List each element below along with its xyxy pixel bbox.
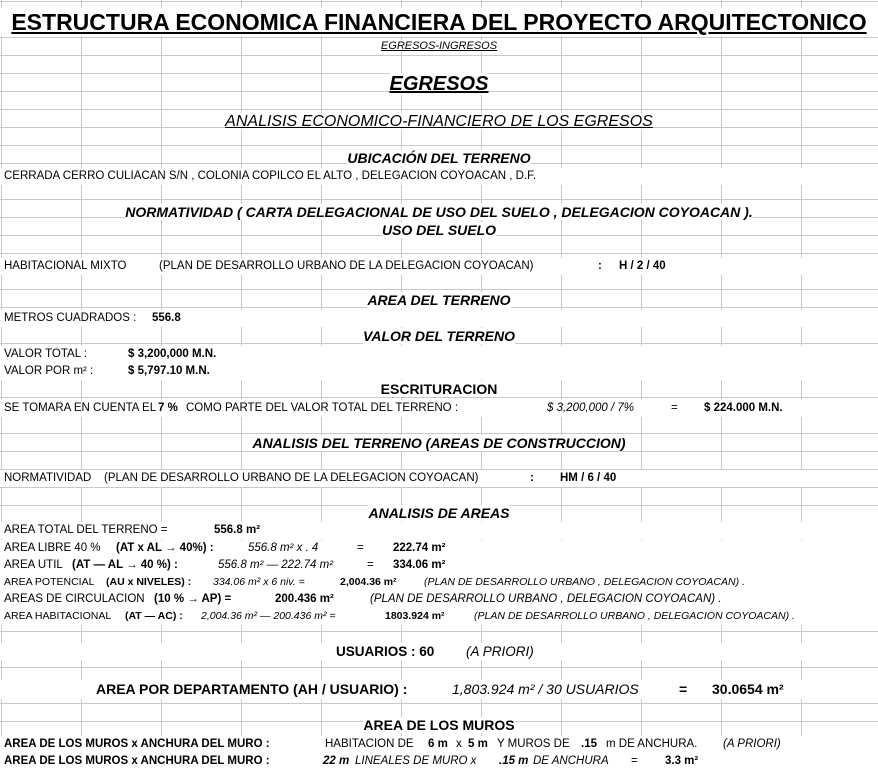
area-libre-label: AREA LIBRE 40 % <box>4 542 101 554</box>
area-libre-row <box>0 540 878 557</box>
analysis-title-row <box>0 112 878 131</box>
normatividad-heading: NORMATIVIDAD ( CARTA DELEGACIONAL DE USO DEL SUELO , DELEGACION COYOACAN ). <box>125 204 753 220</box>
area-total-row <box>0 522 878 539</box>
area-potencial-row <box>0 574 878 591</box>
muros-heading-row <box>0 717 878 734</box>
area-terreno-heading: AREA DEL TERRENO <box>367 292 511 308</box>
area-util-row <box>0 557 878 574</box>
usuarios-label: USUARIOS : 60 <box>336 644 435 659</box>
ubicacion-heading: UBICACIÓN DEL TERRENO <box>347 150 531 166</box>
section-title: EGRESOS <box>389 73 489 95</box>
analisis-norm-post: : <box>530 472 534 484</box>
area-util-value: 334.06 m² <box>393 559 446 571</box>
muros-row2-d: DE ANCHURA <box>533 755 609 767</box>
ubicacion-heading-row <box>0 150 878 167</box>
valor-heading: VALOR DEL TERRENO <box>363 328 515 344</box>
area-depto-label: AREA POR DEPARTAMENTO (AH / USUARIO) : <box>96 681 408 697</box>
area-circulacion-note: (PLAN DE DESARROLLO URBANO , DELEGACION COYOACAN) . <box>370 593 722 605</box>
subtitle-row <box>0 38 878 52</box>
escrituracion-result: $ 224.000 M.N. <box>704 402 783 414</box>
area-util-calc: 556.8 m² — 222.74 m² <box>218 559 334 571</box>
valor-m2-value: $ 5,797.10 M.N. <box>128 365 210 377</box>
area-potencial-note: (PLAN DE DESARROLLO URBANO , DELEGACION COYOACAN) . <box>424 576 745 588</box>
analisis-norm-pre: NORMATIVIDAD <box>4 472 92 484</box>
analisis-norm-mid: (PLAN DE DESARROLLO URBANO DE LA DELEGACION COYOACAN) <box>104 472 479 484</box>
valor-total-value: $ 3,200,000 M.N. <box>128 348 217 360</box>
muros-row1-b: 6 m <box>428 738 448 750</box>
area-libre-eq: = <box>357 542 364 554</box>
escrituracion-row <box>0 400 878 417</box>
valor-heading-row <box>0 328 878 345</box>
area-libre-formula: (AT x AL → 40%) : <box>116 542 214 554</box>
area-circulacion-formula: (10 % → AP) = <box>154 593 232 605</box>
muros-row1-d: 5 m <box>468 738 488 750</box>
analysis-title: ANALISIS ECONOMICO-FINANCIERO DE LOS EGRESOS <box>225 113 653 130</box>
muros-row2-value: 3.3 m² <box>665 755 699 767</box>
muros-row1-a: HABITACION DE <box>325 738 414 750</box>
area-circulacion-row <box>0 591 878 608</box>
area-potencial-value: 2,004.36 m² <box>340 576 397 588</box>
escrituracion-pct: 7 % <box>158 402 178 414</box>
analisis-terreno-heading: ANALISIS DEL TERRENO (AREAS DE CONSTRUCCION) <box>252 435 626 451</box>
muros-row1-f: .15 <box>581 738 597 750</box>
area-habitacional-calc: 2,004.36 m² — 200.436 m² = <box>201 610 336 622</box>
normatividad-heading-row <box>0 204 878 221</box>
main-title-row <box>0 8 878 36</box>
ubicacion-text: CERRADA CERRO CULIACAN S/N , COLONIA COPILCO EL ALTO , DELEGACION COYOACAN , D.F. <box>0 168 878 185</box>
valor-m2-row <box>0 363 878 380</box>
area-total-value: 556.8 m² <box>214 524 261 536</box>
muros-row-2 <box>0 753 878 770</box>
muros-row1-g: m DE ANCHURA. <box>606 738 698 750</box>
muros-row2-b: LINEALES DE MURO x <box>355 755 477 767</box>
valor-total-label: VALOR TOTAL : <box>4 348 88 360</box>
section-title-row <box>0 73 878 95</box>
uso-label: HABITACIONAL MIXTO <box>4 260 127 272</box>
area-depto-eq: = <box>679 681 688 697</box>
muros-row-1 <box>0 736 878 753</box>
area-potencial-label: AREA POTENCIAL <box>4 576 95 588</box>
uso-code: H / 2 / 40 <box>619 260 666 272</box>
analisis-norm-code: HM / 6 / 40 <box>560 472 617 484</box>
uso-plan: (PLAN DE DESARROLLO URBANO DE LA DELEGACION COYOACAN) <box>159 260 534 272</box>
uso-heading-row <box>0 222 878 239</box>
muros-heading: AREA DE LOS MUROS <box>363 717 515 733</box>
analisis-terreno-heading-row <box>0 435 878 452</box>
area-util-label: AREA UTIL <box>4 559 63 571</box>
area-potencial-formula: (AU x NIVELES) : <box>106 576 192 588</box>
area-libre-calc: 556.8 m² x . 4 <box>248 542 319 554</box>
area-terreno-label: METROS CUADRADOS : <box>4 312 137 324</box>
area-depto-value: 30.0654 m² <box>712 681 784 697</box>
escrituracion-eq: = <box>671 402 678 414</box>
area-libre-value: 222.74 m² <box>393 542 446 554</box>
muros-row1-e: Y MUROS DE <box>497 738 570 750</box>
area-potencial-calc: 334.06 m² x 6 niv. = <box>213 576 305 588</box>
valor-total-row <box>0 346 878 363</box>
area-total-label: AREA TOTAL DEL TERRENO = <box>4 524 168 536</box>
usuarios-row <box>0 643 878 660</box>
muros-row1-note: (A PRIORI) <box>723 738 781 750</box>
area-habitacional-note: (PLAN DE DESARROLLO URBANO , DELEGACION COYOACAN) . <box>474 610 795 622</box>
area-habitacional-row <box>0 608 878 625</box>
muros-row1-label: AREA DE LOS MUROS x ANCHURA DEL MURO : <box>4 738 270 750</box>
escrituracion-formula: $ 3,200,000 / 7% <box>547 402 634 414</box>
area-terreno-value: 556.8 <box>152 312 181 324</box>
muros-row2-c: .15 m <box>499 755 529 767</box>
uso-heading: USO DEL SUELO <box>381 222 497 238</box>
analisis-areas-heading-row <box>0 505 878 522</box>
analisis-areas-heading: ANALISIS DE AREAS <box>368 505 510 521</box>
escrituracion-pre: SE TOMARA EN CUENTA EL <box>4 402 157 414</box>
escrituracion-heading: ESCRITURACION <box>380 381 498 397</box>
area-util-formula: (AT — AL → 40 %) : <box>72 559 178 571</box>
subtitle: EGRESOS-INGRESOS <box>380 40 498 52</box>
area-depto-calc: 1,803.924 m² / 30 USUARIOS <box>452 681 639 697</box>
main-title: ESTRUCTURA ECONOMICA FINANCIERA DEL PROYECTO ARQUITECTONICO <box>11 9 867 35</box>
area-terreno-row <box>0 310 878 327</box>
muros-row2-eq: = <box>631 755 638 767</box>
muros-row1-c: x <box>456 738 462 750</box>
muros-row2-label: AREA DE LOS MUROS x ANCHURA DEL MURO : <box>4 755 270 767</box>
escrituracion-post: COMO PARTE DEL VALOR TOTAL DEL TERRENO : <box>186 402 459 414</box>
area-depto-row <box>0 680 878 699</box>
uso-sep: : <box>598 260 602 272</box>
escrituracion-heading-row <box>0 381 878 398</box>
area-habitacional-value: 1803.924 m² <box>385 610 445 622</box>
usuarios-note: (A PRIORI) <box>466 644 534 659</box>
valor-m2-label: VALOR POR m² : <box>4 365 94 377</box>
area-circulacion-value: 200.436 m² <box>275 593 334 605</box>
area-terreno-heading-row <box>0 292 878 309</box>
muros-row2-a: 22 m <box>323 755 350 767</box>
analisis-terreno-row <box>0 470 878 487</box>
area-util-eq: = <box>367 559 374 571</box>
area-habitacional-formula: (AT — AC) : <box>125 610 183 622</box>
area-circulacion-label: AREAS DE CIRCULACION <box>4 593 145 605</box>
uso-row <box>0 258 878 275</box>
area-habitacional-label: AREA HABITACIONAL <box>4 610 112 622</box>
